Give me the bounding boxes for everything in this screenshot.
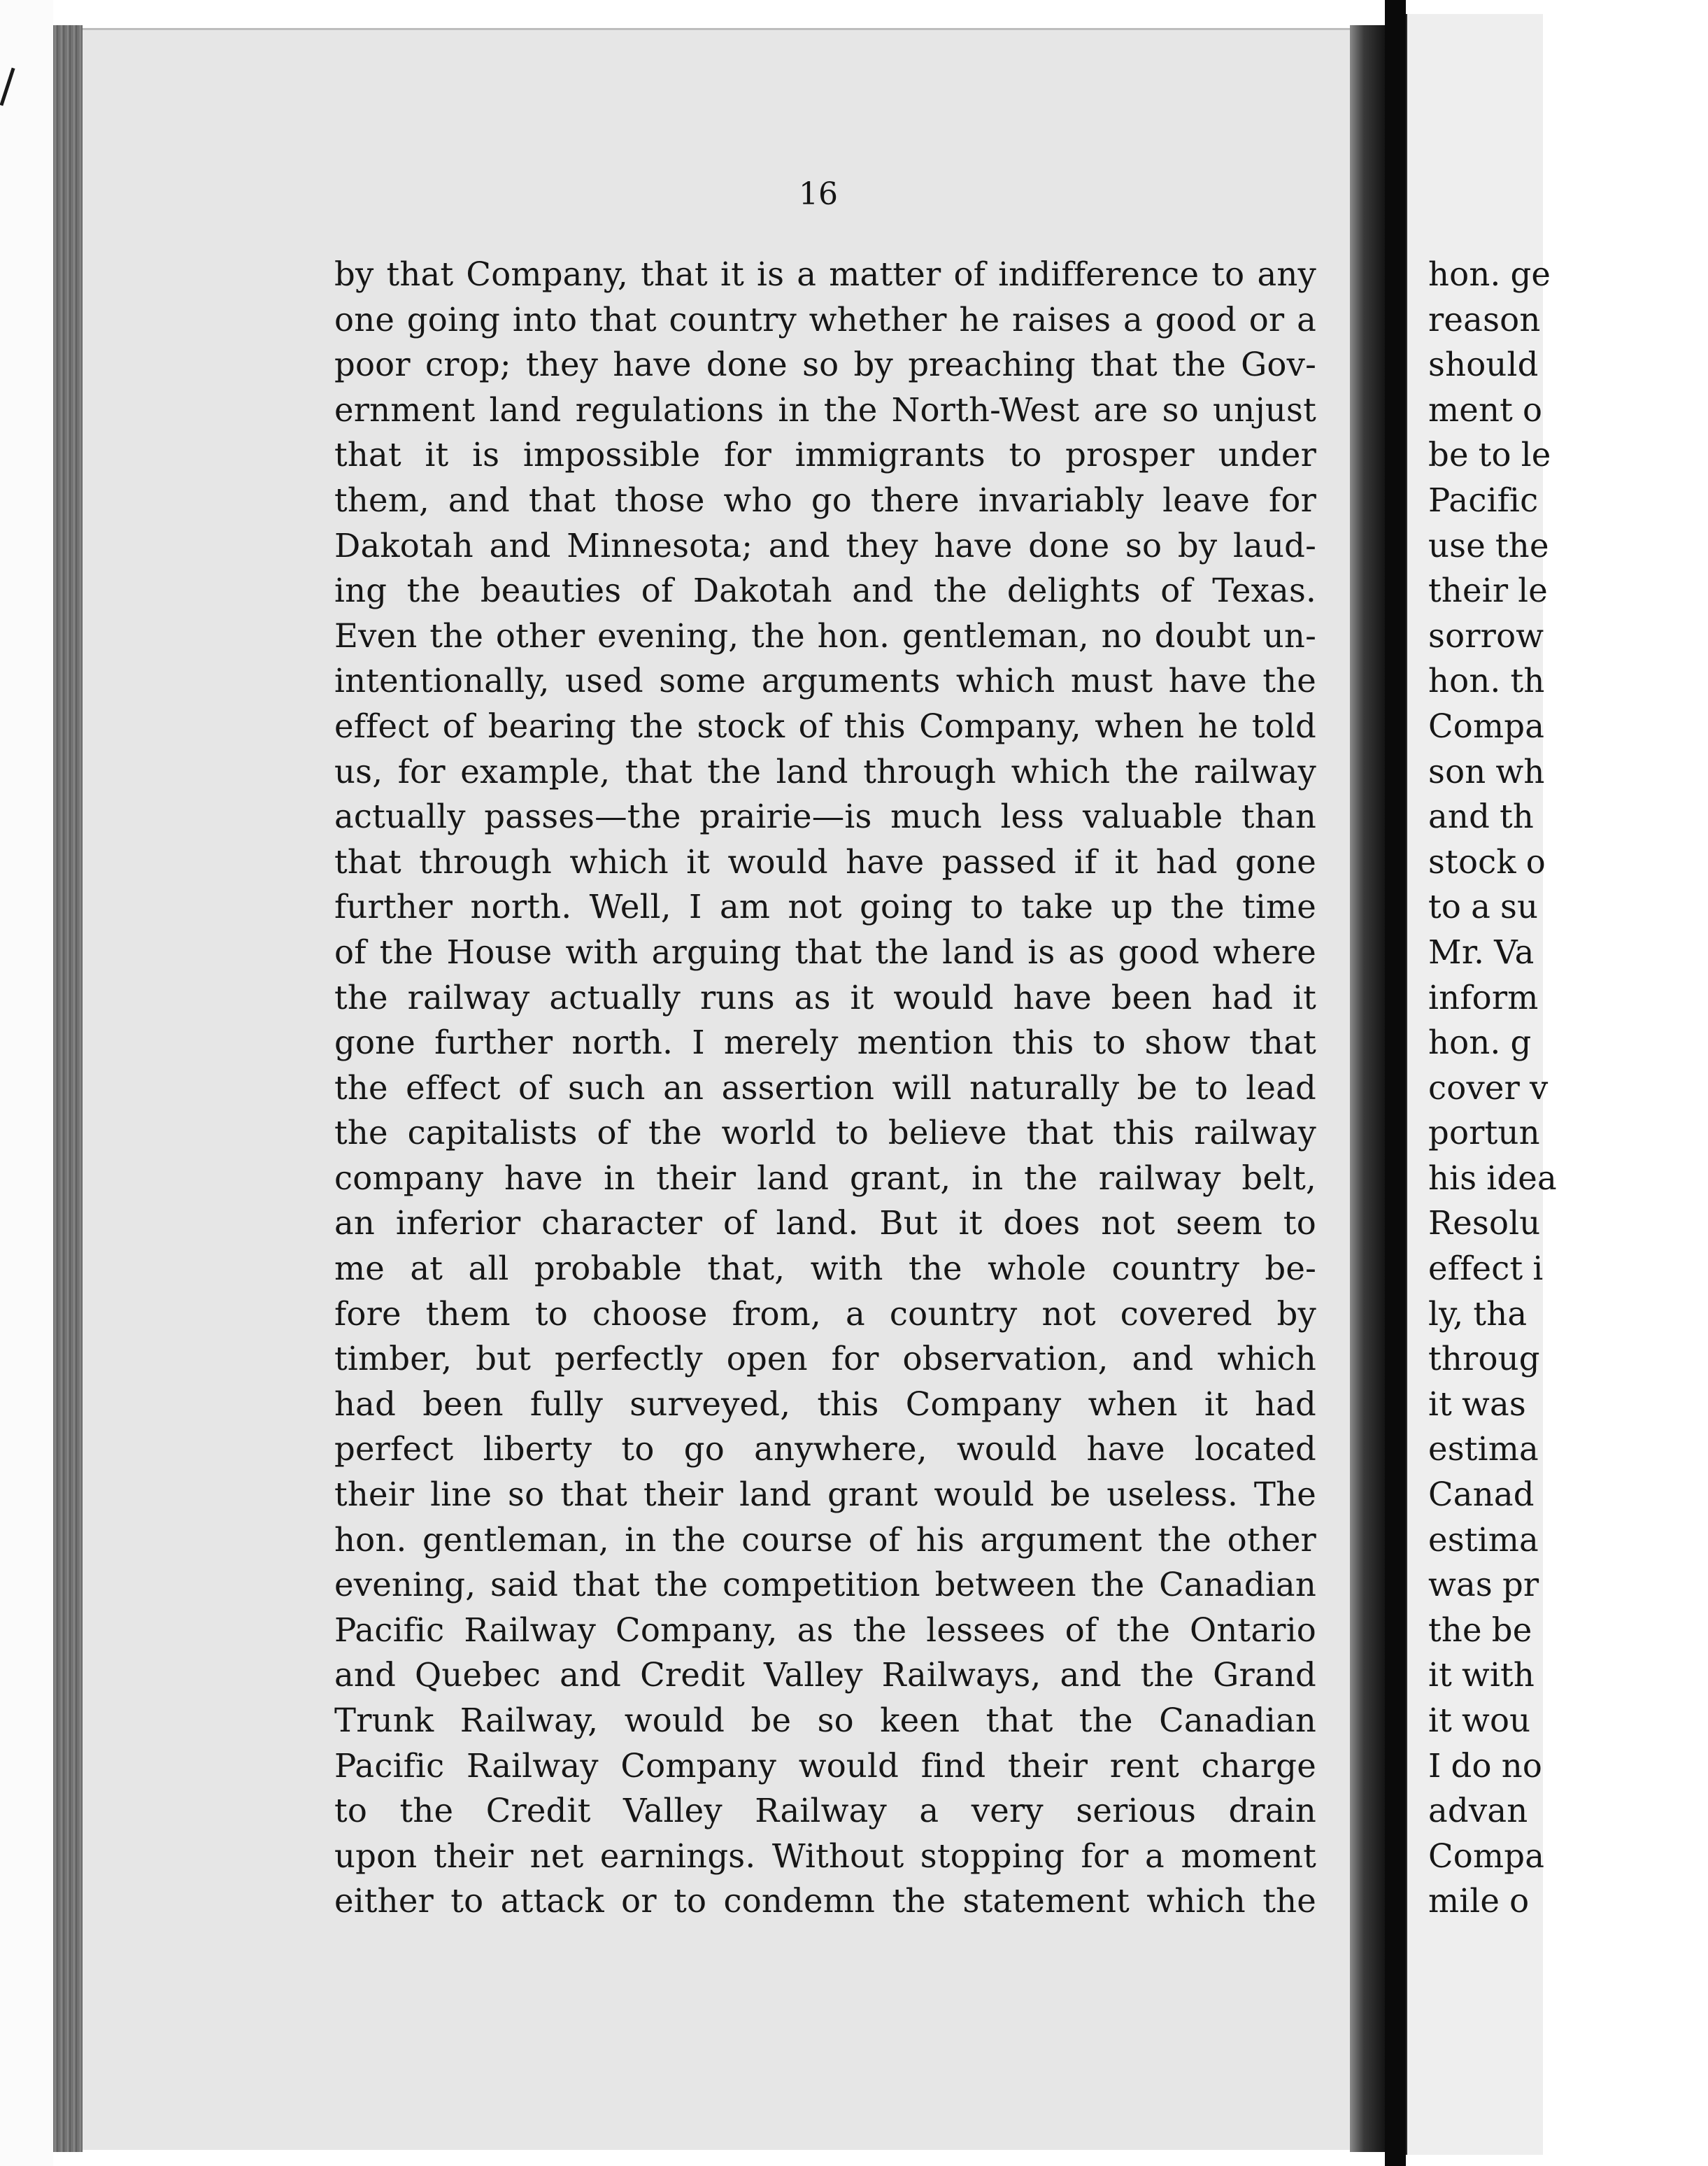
- body-text: [334, 252, 1316, 1924]
- text-line: of the House with arguing that the land is as good where: [334, 933, 1316, 971]
- text-line: Dakotah and Minnesota; and they have done so by laud-: [334, 526, 1316, 565]
- next-page-line: reason: [1428, 300, 1541, 339]
- next-page-line: Compa: [1428, 1836, 1545, 1875]
- text-line: company have in their land grant, in the railway belt,: [334, 1159, 1316, 1197]
- text-line: either to attack or to condemn the statement which the: [334, 1882, 1316, 1920]
- text-line: that through which it would have passed if it had gone: [334, 842, 1316, 881]
- text-line: evening, said that the competition between the Canadian: [334, 1566, 1316, 1604]
- text-line: their line so that their land grant would be useless. The: [334, 1475, 1316, 1514]
- text-line: timber, but perfectly open for observation, and which: [334, 1340, 1316, 1378]
- next-page-line: advan: [1428, 1792, 1528, 1830]
- next-page-line: Mr. Va: [1428, 933, 1535, 971]
- next-page-line: sorrow: [1428, 616, 1544, 655]
- next-page-line: Pacific: [1428, 481, 1539, 519]
- text-line: the capitalists of the world to believe that this railway: [334, 1114, 1316, 1152]
- next-page-line: inform: [1428, 978, 1539, 1017]
- text-line: poor crop; they have done so by preaching that the Gov-: [334, 346, 1316, 384]
- text-line: one going into that country whether he raises a good or a: [334, 300, 1316, 339]
- next-page-line: hon. th: [1428, 662, 1545, 700]
- next-page-line: hon. ge: [1428, 255, 1551, 293]
- next-page-text: [1428, 252, 1708, 1924]
- text-line: intentionally, used some arguments which must have the: [334, 662, 1316, 700]
- text-line: me at all probable that, with the whole country be-: [334, 1250, 1316, 1288]
- next-page-line: was pr: [1428, 1566, 1539, 1604]
- left-margin: [0, 0, 53, 2166]
- text-line: hon. gentleman, in the course of his argument the other: [334, 1520, 1316, 1559]
- text-line: an inferior character of land. But it does not seem to: [334, 1204, 1316, 1243]
- next-page-line: Compa: [1428, 707, 1545, 745]
- next-page-line: their le: [1428, 572, 1549, 610]
- next-page-line: the be: [1428, 1611, 1532, 1649]
- text-line: perfect liberty to go anywhere, would have located: [334, 1430, 1316, 1468]
- next-page-line: and th: [1428, 798, 1535, 836]
- text-line: to the Credit Valley Railway a very serious drain: [334, 1792, 1316, 1830]
- next-page-line: hon. g: [1428, 1024, 1532, 1062]
- text-line: had been fully surveyed, this Company when it had: [334, 1385, 1316, 1423]
- next-page-line: portun: [1428, 1114, 1540, 1152]
- text-line: the railway actually runs as it would have been had it: [334, 978, 1316, 1017]
- text-line: Trunk Railway, would be so keen that the Canadian: [334, 1701, 1316, 1739]
- text-line: Even the other evening, the hon. gentleman, no doubt un-: [334, 616, 1316, 655]
- next-page-line: ment o: [1428, 390, 1543, 429]
- text-line: the effect of such an assertion will naturally be to lead: [334, 1068, 1316, 1107]
- next-page-line: effect i: [1428, 1250, 1544, 1288]
- text-line: Pacific Railway Company, as the lessees of the Ontario: [334, 1611, 1316, 1649]
- gutter-shadow: [1350, 25, 1385, 2152]
- next-page-line: it with: [1428, 1656, 1535, 1694]
- next-page-line: ly, tha: [1428, 1294, 1528, 1333]
- next-page-line: mile o: [1428, 1882, 1530, 1920]
- text-line: Pacific Railway Company would find their rent charge: [334, 1746, 1316, 1785]
- text-line: us, for example, that the land through which the railway: [334, 752, 1316, 791]
- text-line: and Quebec and Credit Valley Railways, and the Grand: [334, 1656, 1316, 1694]
- book-binding: [1385, 0, 1406, 2166]
- page-edge-stack: [53, 25, 83, 2152]
- next-page-line: throug: [1428, 1340, 1540, 1378]
- next-page-line: stock o: [1428, 842, 1546, 881]
- next-page-line: to a su: [1428, 888, 1539, 926]
- next-page-line: cover v: [1428, 1068, 1549, 1107]
- next-page: [1406, 14, 1557, 2155]
- next-page-line: I do no: [1428, 1746, 1543, 1785]
- text-line: gone further north. I merely mention this to show that: [334, 1024, 1316, 1062]
- next-page-line: Resolu: [1428, 1204, 1541, 1243]
- next-page-line: it wou: [1428, 1701, 1531, 1739]
- next-page-line: Canad: [1428, 1475, 1535, 1514]
- text-line: further north. Well, I am not going to take up the time: [334, 888, 1316, 926]
- next-page-line: be to le: [1428, 436, 1551, 474]
- text-line: effect of bearing the stock of this Company, when he told: [334, 707, 1316, 745]
- text-line: them, and that those who go there invariably leave for: [334, 481, 1316, 519]
- text-line: actually passes—the prairie—is much less valuable than: [334, 798, 1316, 836]
- text-line: that it is impossible for immigrants to prosper under: [334, 436, 1316, 474]
- next-page-line: son wh: [1428, 752, 1545, 791]
- text-line: ernment land regulations in the North-West are so unjust: [334, 390, 1316, 429]
- next-page-line: should: [1428, 346, 1539, 384]
- next-page-line: estima: [1428, 1520, 1539, 1559]
- next-page-line: estima: [1428, 1430, 1539, 1468]
- text-line: by that Company, that it is a matter of indifference to any: [334, 255, 1316, 293]
- next-page-line: use the: [1428, 526, 1549, 565]
- text-line: fore them to choose from, a country not covered by: [334, 1294, 1316, 1333]
- text-line: upon their net earnings. Without stopping for a moment: [334, 1836, 1316, 1875]
- text-line: ing the beauties of Dakotah and the delights of Texas.: [334, 572, 1316, 610]
- next-page-line: it was: [1428, 1385, 1526, 1423]
- next-page-line: his idea: [1428, 1159, 1557, 1197]
- page-number: 16: [799, 176, 838, 212]
